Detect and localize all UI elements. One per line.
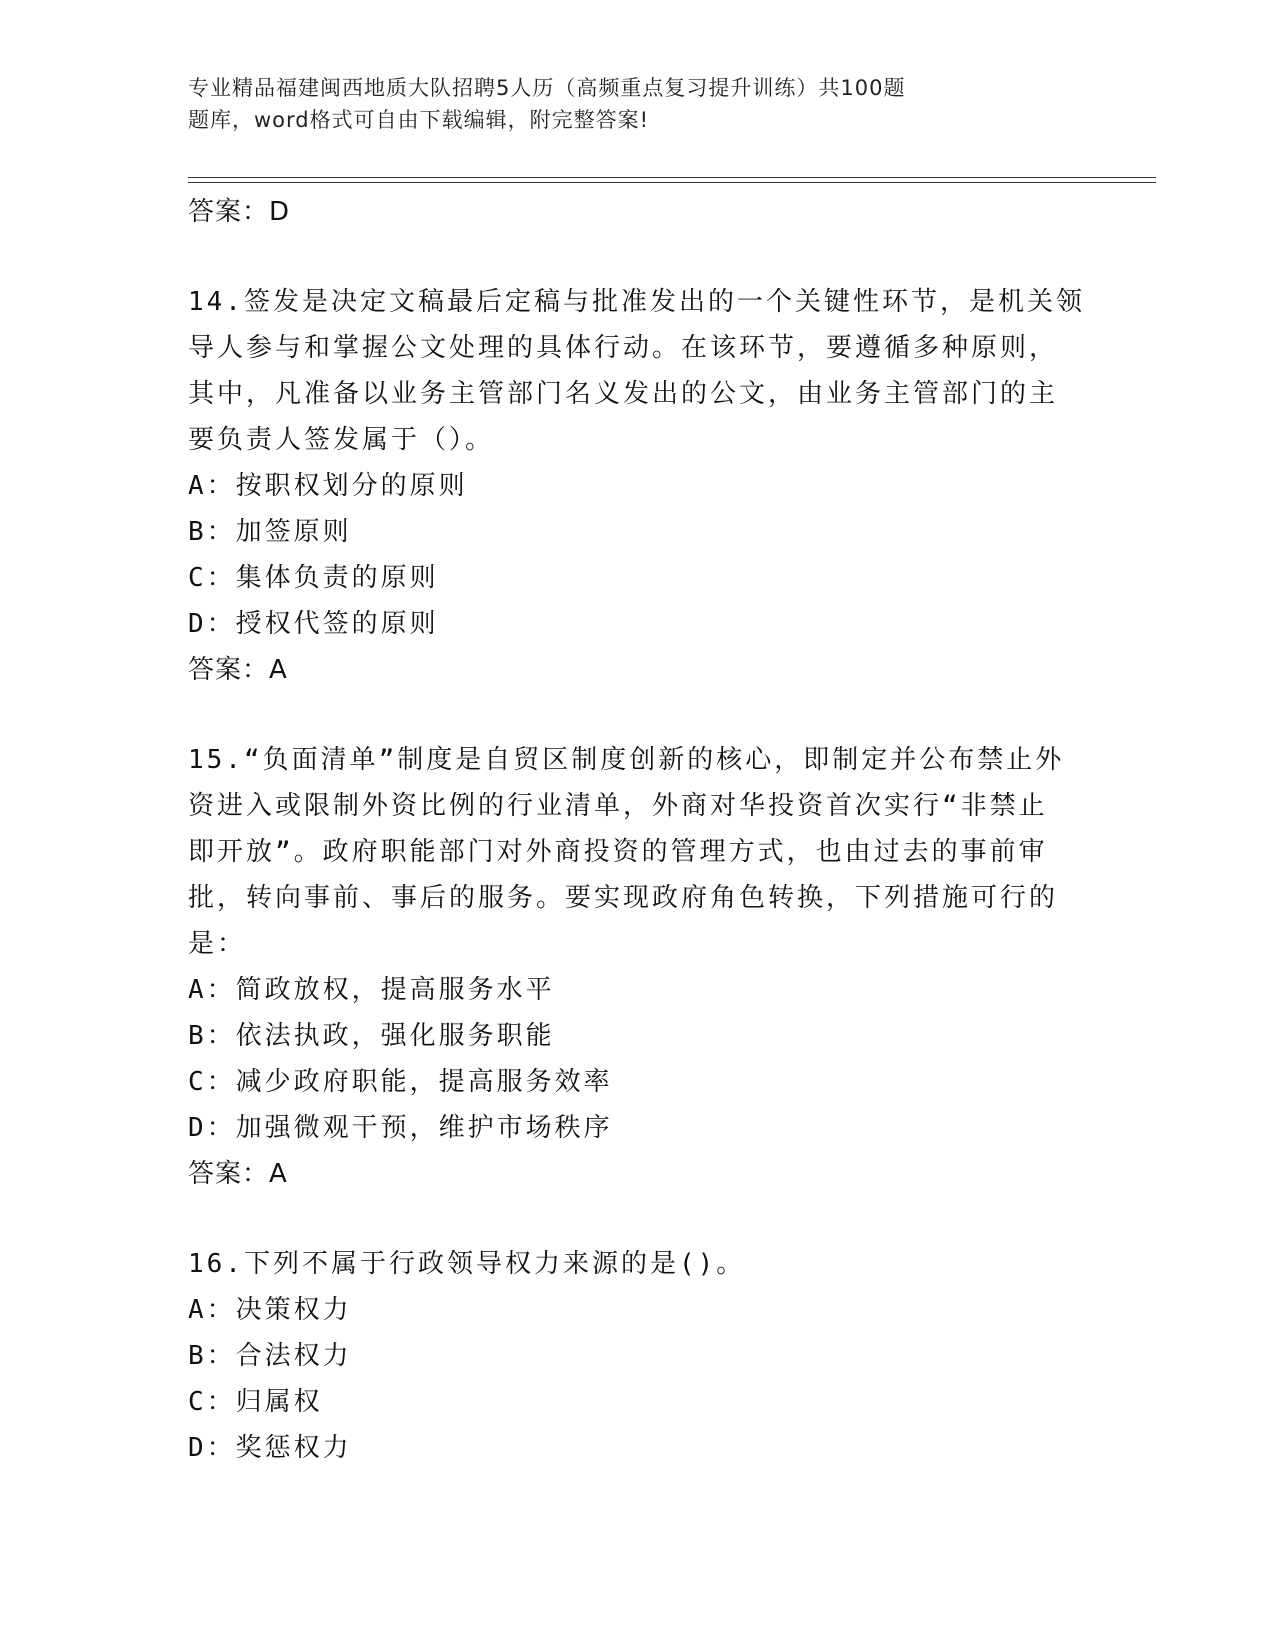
option-c: C：集体负责的原则 (188, 563, 439, 593)
stem-line: 资进入或限制外资比例的行业清单，外商对华投资首次实行“非禁止 (188, 791, 1048, 821)
document-body (188, 189, 1088, 1471)
spacer (188, 235, 1088, 279)
document-header (188, 72, 1068, 136)
stem-line: 即开放”。政府职能部门对外商投资的管理方式，也由过去的事前审 (188, 837, 1048, 867)
option-d: D：加强微观干预，维护市场秩序 (188, 1113, 613, 1143)
stem-line: 要负责人签发属于（）。 (188, 425, 495, 455)
question-15 (188, 737, 1088, 1197)
option-a: A：按职权划分的原则 (188, 471, 468, 501)
option-c: C：减少政府职能，提高服务效率 (188, 1067, 613, 1097)
option-a: A：决策权力 (188, 1295, 352, 1325)
option-c: C：归属权 (188, 1387, 323, 1417)
question-stem (188, 737, 1088, 967)
stem-line: 其中，凡准备以业务主管部门名义发出的公文，由业务主管部门的主 (188, 379, 1059, 409)
question-14 (188, 279, 1088, 693)
header-line-1: 专业精品福建闽西地质大队招聘5人历（高频重点复习提升训练）共100题 (188, 76, 906, 100)
stem-line: 14.签发是决定文稿最后定稿与批准发出的一个关键性环节，是机关领 (188, 287, 1085, 317)
option-b: B：依法执政，强化服务职能 (188, 1021, 555, 1051)
previous-answer: 答案：D (188, 197, 291, 227)
option-b: B：合法权力 (188, 1341, 352, 1371)
spacer (188, 693, 1088, 737)
header-rule-bottom (188, 182, 1156, 183)
header-line-2: 题库，word格式可自由下载编辑，附完整答案! (188, 108, 650, 132)
stem-line: 16.下列不属于行政领导权力来源的是()。 (188, 1249, 746, 1279)
stem-line: 导人参与和掌握公文处理的具体行动。在该环节，要遵循多种原则， (188, 333, 1059, 363)
option-d: D：奖惩权力 (188, 1433, 352, 1463)
answer: 答案：A (188, 1159, 288, 1189)
stem-line: 15.“负面清单”制度是自贸区制度创新的核心，即制定并公布禁止外 (188, 745, 1065, 775)
spacer (188, 1197, 1088, 1241)
option-d: D：授权代签的原则 (188, 609, 439, 639)
answer: 答案：A (188, 655, 288, 685)
stem-line: 是： (188, 929, 247, 959)
question-16 (188, 1241, 1088, 1471)
question-stem (188, 279, 1088, 463)
stem-line: 批，转向事前、事后的服务。要实现政府角色转换，下列措施可行的 (188, 883, 1059, 913)
option-a: A：简政放权，提高服务水平 (188, 975, 555, 1005)
option-b: B：加签原则 (188, 517, 352, 547)
question-stem (188, 1241, 1088, 1287)
header-rule-top (188, 177, 1156, 178)
